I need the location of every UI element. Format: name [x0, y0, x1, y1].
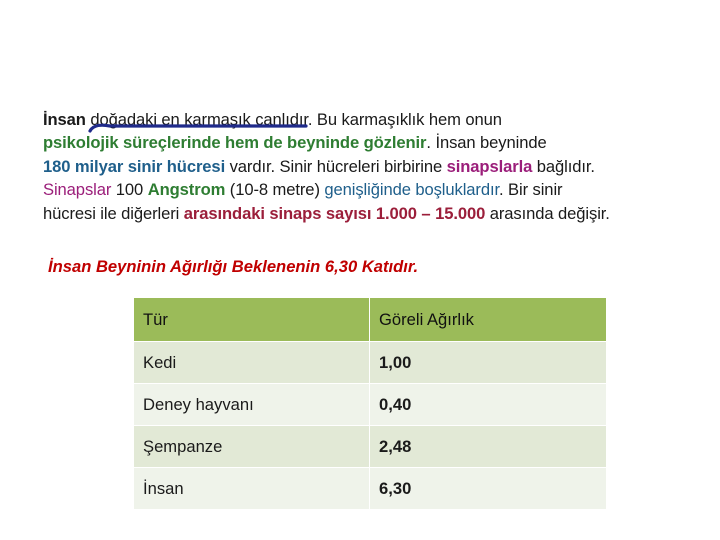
table-cell-species: Kedi: [134, 342, 370, 384]
text-insan-beyninde: . İnsan beyninde: [426, 133, 547, 153]
text-100: 100: [111, 180, 148, 200]
table-header-tur: Tür: [134, 298, 370, 342]
table-cell-value: 0,40: [370, 384, 607, 426]
headline: İnsan Beyninin Ağırlığı Beklenenin 6,30 Katıdır.: [48, 257, 419, 276]
table-row: [134, 384, 607, 426]
table-cell-species: Şempanze: [134, 426, 370, 468]
table-cell-value: 2,48: [370, 426, 607, 468]
table-header-goreli: Göreli Ağırlık: [370, 298, 607, 342]
text-angstrom: Angstrom: [147, 180, 226, 200]
table-cell-value: 6,30: [370, 468, 607, 510]
table-row: [134, 342, 607, 384]
text-degisir: arasında değişir.: [485, 203, 610, 223]
text-baglidir: bağlıdır.: [532, 156, 595, 176]
text-bir-sinir: . Bir sinir: [499, 180, 563, 200]
underline-annotation: [88, 120, 308, 136]
table-cell-value: 1,00: [370, 342, 607, 384]
text-sinaps-sayisi: arasındaki sinaps sayısı 1.000 – 15.000: [183, 203, 486, 223]
text-genisliginde: genişliğinde boşluklardır: [324, 180, 500, 200]
table-cell-species: İnsan: [134, 468, 370, 510]
weight-table: [133, 297, 607, 510]
table-header-row: [134, 298, 607, 342]
table-cell-species: Deney hayvanı: [134, 384, 370, 426]
text-sinapslar: Sinapslar: [43, 180, 112, 200]
text-sinapslarla: sinapslarla: [446, 156, 533, 176]
table-row: [134, 426, 607, 468]
text-metre: (10-8 metre): [225, 180, 325, 200]
text-psikolojik: psikolojik süreçlerinde hem de beyninde gözlenir: [43, 133, 427, 153]
text-180-milyar: 180 milyar sinir hücresi: [43, 156, 226, 176]
table-row: [134, 468, 607, 510]
text-hucresi: hücresi ile diğerleri: [43, 203, 184, 223]
text-insan: İnsan: [43, 110, 91, 129]
text-karmasik: doğadaki en karmaşık canlıdır. Bu karmaşıklık hem onun: [90, 110, 502, 129]
text-vardir: vardır. Sinir hücreleri birbirine: [225, 156, 447, 176]
